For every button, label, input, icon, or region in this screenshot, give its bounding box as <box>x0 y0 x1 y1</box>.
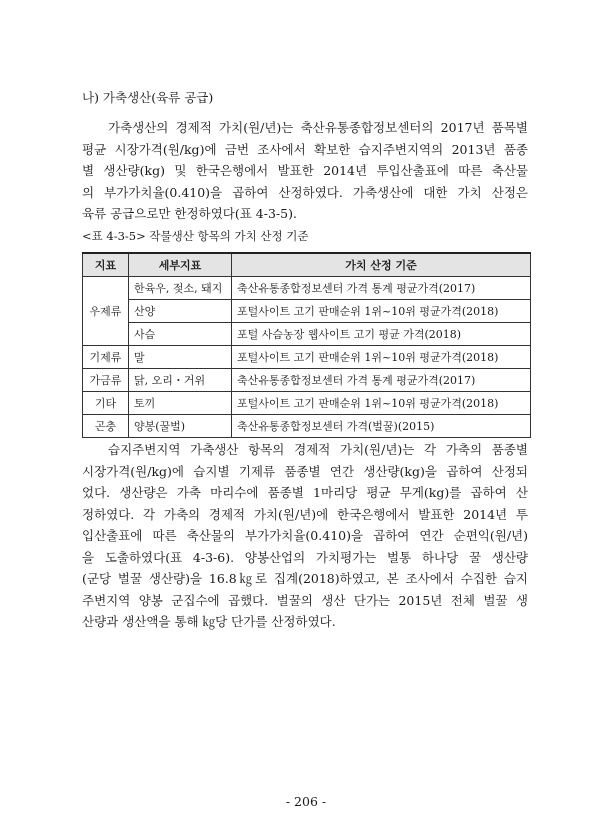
sub-indicator-cell: 닭, 오리・거위 <box>129 369 232 392</box>
table-row <box>83 415 531 438</box>
paragraph-line: 의 부가가치율(0.410)을 곱하여 산정하였다. 가축생산에 대한 가치 산정은 <box>82 184 528 200</box>
table-row <box>83 392 531 415</box>
indicator-cell: 곤충 <box>83 415 129 438</box>
table-row <box>83 369 531 392</box>
sub-indicator-cell: 산양 <box>129 300 232 323</box>
basis-cell: 포털사이트 고기 판매순위 1위~10위 평균가격(2018) <box>232 346 531 369</box>
paragraph-line: 산량과 생산액을 통해 ㎏당 단가를 산정하였다. <box>82 614 336 629</box>
sub-indicator-cell: 한육우, 젖소, 돼지 <box>129 277 232 300</box>
basis-cell: 축산유통종합정보센터 가격(벌꿀)(2015) <box>232 415 531 438</box>
header-valuation-basis: 가치 산정 기준 <box>232 253 531 277</box>
sub-indicator-cell: 양봉(꿀벌) <box>129 415 232 438</box>
paragraph-line: 주변지역 양봉 군집수에 곱했다. 벌꿀의 생산 단가는 2015년 전체 벌꿀 생 <box>82 592 528 608</box>
paragraph-line: (군당 벌꿀 생산량)을 16.8㎏로 집계(2018)하였고, 본 조사에서 수집한 습지 <box>82 571 528 586</box>
basis-cell: 포털사이트 고기 판매순위 1위~10위 평균가격(2018) <box>232 300 531 323</box>
paragraph-line: 었다. 생산량은 가축 마리수에 품종별 1마리당 평균 무게(kg)를 곱하여 산 <box>82 485 528 500</box>
header-indicator: 지표 <box>83 253 129 277</box>
table-row <box>83 277 531 300</box>
paragraph-calculation-method <box>82 439 528 633</box>
indicator-cell: 우제류 <box>83 277 129 346</box>
valuation-criteria-table <box>82 252 531 438</box>
paragraph-line: 별 생산량(kg) 및 한국은행에서 발표한 2014년 투입산출표에 따른 축산물 <box>82 163 528 178</box>
paragraph-line: 시장가격(원/kg)에 습지별 기제류 품종별 연간 생산량(kg)을 곱하여 산정되 <box>82 463 528 479</box>
indicator-cell: 가금류 <box>83 369 129 392</box>
table-row <box>83 323 531 346</box>
paragraph-line: 육류 공급으로만 한정하였다(표 4-3-5). <box>82 206 297 221</box>
paragraph-line: 평균 시장가격(원/kg)에 금번 조사에서 확보한 습지주변지역의 2013년 품종 <box>82 141 528 157</box>
paragraph-line: 습지주변지역 가축생산 항목의 경제적 가치(원/년)는 각 가축의 품종별 <box>108 442 528 457</box>
table-header-row <box>83 253 531 277</box>
table-row <box>83 300 531 323</box>
sub-indicator-cell: 사슴 <box>129 323 232 346</box>
paragraph-livestock-valuation <box>82 117 528 225</box>
table-caption: <표 4-3-5> 작물생산 항목의 가치 산정 기준 <box>82 229 309 243</box>
page-number: - 206 - <box>285 794 327 809</box>
indicator-cell: 기타 <box>83 392 129 415</box>
paragraph-line: 정하였다. 각 가축의 경제적 가치(원/년)에 한국은행에서 발표한 2014년 투 <box>82 506 528 522</box>
sub-indicator-cell: 말 <box>129 346 232 369</box>
basis-cell: 축산유통종합정보센터 가격 통계 평균가격(2017) <box>232 369 531 392</box>
header-sub-indicator: 세부지표 <box>129 253 232 277</box>
paragraph-line: 가축생산의 경제적 가치(원/년)는 축산유통종합정보센터의 2017년 품목별 <box>108 120 528 135</box>
table-row <box>83 346 531 369</box>
indicator-cell: 기제류 <box>83 346 129 369</box>
basis-cell: 축산유통종합정보센터 가격 통계 평균가격(2017) <box>232 277 531 300</box>
paragraph-line: 을 도출하였다(표 4-3-6). 양봉산업의 가치평가는 벌통 하나당 꿀 생산량 <box>82 549 528 565</box>
paragraph-line: 입산출표에 따른 축산물의 부가가치율(0.410)을 곱하여 연간 순편익(원/년) <box>82 528 528 543</box>
basis-cell: 포털사이트 고기 판매순위 1위~10위 평균가격(2018) <box>232 392 531 415</box>
section-heading: 나) 가축생산(육류 공급) <box>82 90 214 105</box>
basis-cell: 포털 사슴농장 웹사이트 고기 평균 가격(2018) <box>232 323 531 346</box>
sub-indicator-cell: 토끼 <box>129 392 232 415</box>
